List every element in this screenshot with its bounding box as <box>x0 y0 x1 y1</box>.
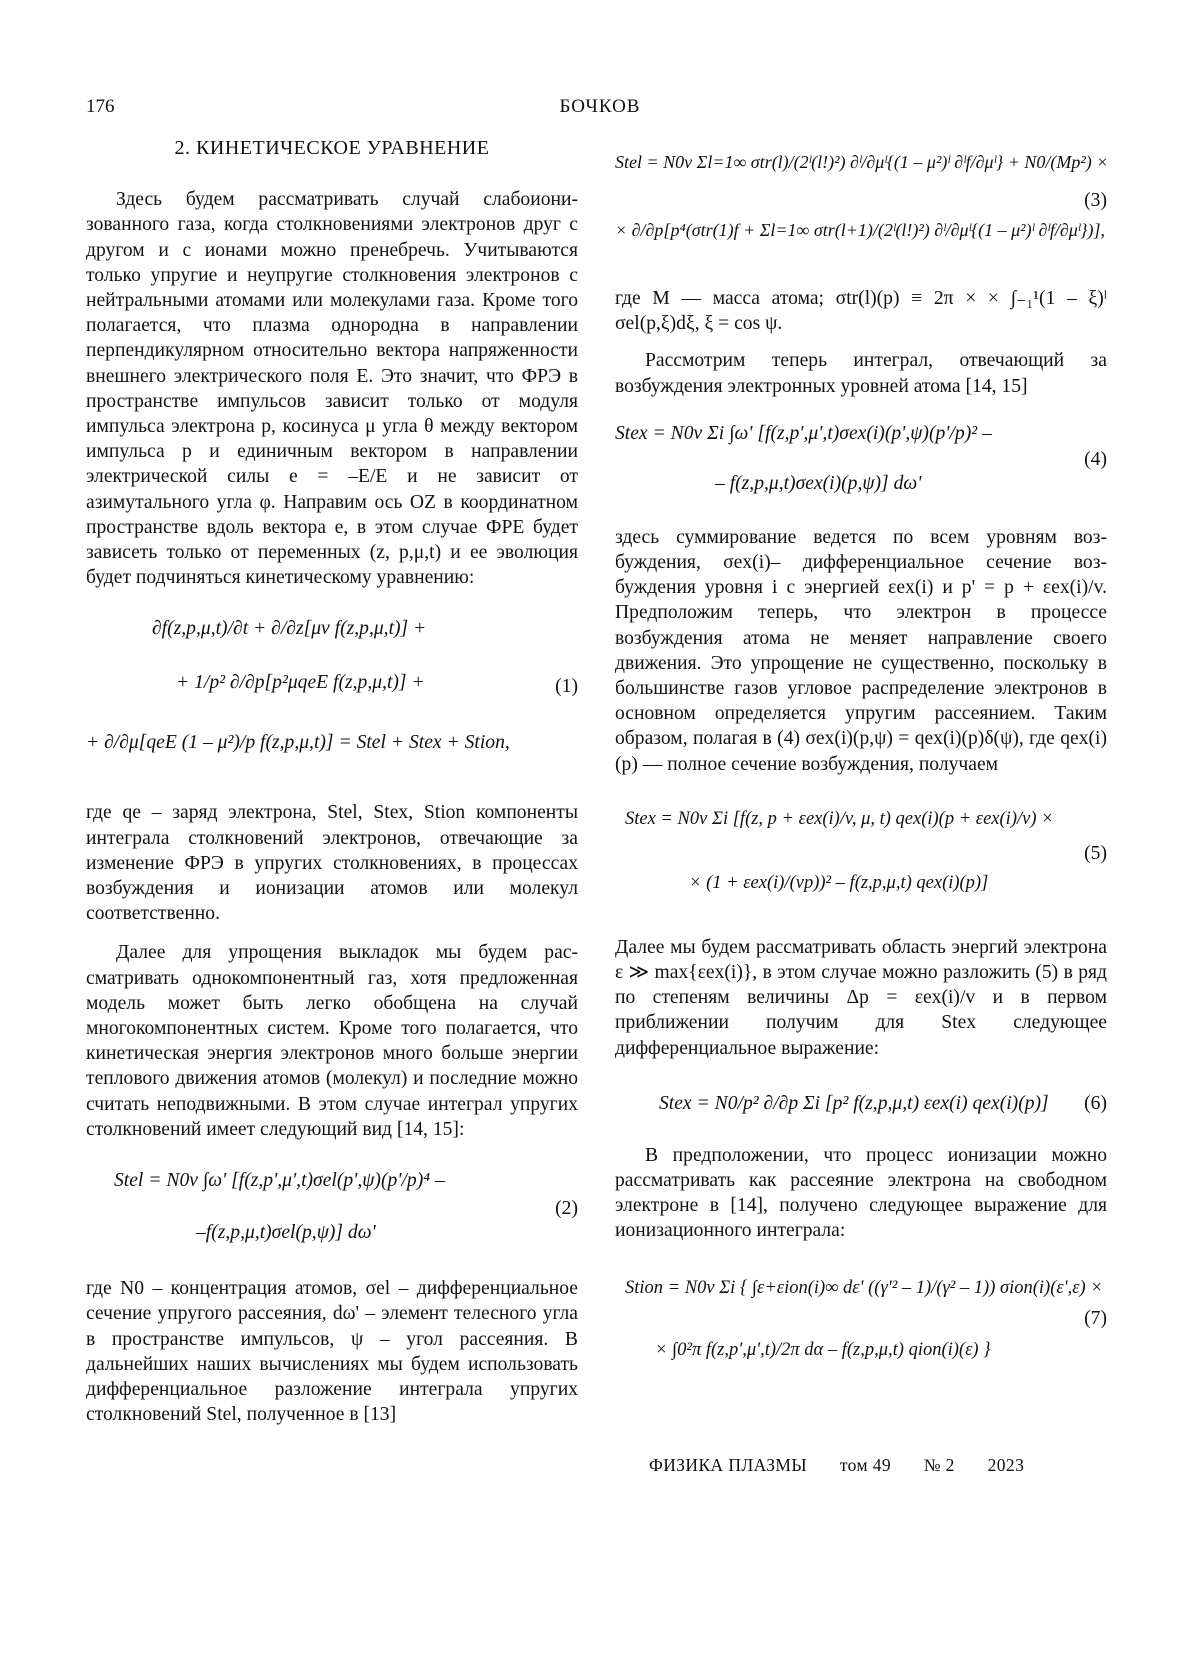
equation-5-number: (5) <box>1084 842 1107 864</box>
equation-3-line-2: × ∂/∂p[p⁴(σtr(1)f + Σl=1∞ σtr(l+1)/(2ˡ(l!)²) ∂ˡ/∂μˡ{(1 – μ²)ˡ ∂ˡf/∂μˡ})], <box>615 220 1105 240</box>
equation-2-line-2: –f(z,p,μ,t)σel(p,ψ)] dω' <box>196 1222 376 1244</box>
equation-7 <box>615 1268 1107 1388</box>
equation-2-number: (2) <box>555 1198 578 1220</box>
equation-4 <box>615 415 1107 511</box>
section-title: 2. КИНЕТИЧЕСКОЕ УРАВНЕНИЕ <box>174 137 490 159</box>
running-head <box>86 96 1114 120</box>
left-column <box>86 136 578 1427</box>
equation-1-line-1: ∂f(z,p,μ,t)/∂t + ∂/∂z[μv f(z,p,μ,t)] + <box>152 618 427 640</box>
equation-7-line-2: × ∫0²π f(z,p',μ',t)/2π dα – f(z,p,μ,t) qion(i)(ε) } <box>655 1339 991 1360</box>
journal-year: 2023 <box>987 1455 1025 1475</box>
equation-5-line-2: × (1 + εex(i)/(vp))² – f(z,p,μ,t) qex(i)(p)] <box>689 872 989 893</box>
equation-4-number: (4) <box>1084 448 1107 470</box>
right-column <box>615 136 1107 1402</box>
paragraph-ionization: В предположении, что процесс ионизации можно рассматривать как рассеяние электрона на свободном электроне в [14], получено следующее выражение для ионизационного интеграла: <box>615 1144 1107 1242</box>
page-number: 176 <box>86 96 115 117</box>
equation-5-line-1: Stex = N0v Σi [f(z, p + εex(i)/v, μ, t) qex(i)(p + εex(i)/v) × <box>625 808 1054 829</box>
paragraph-atom-mass: где M — масса атома; σtr(l)(p) ≡ 2π × × ∫₋₁¹(1 – ξ)ˡ σel(p,ξ)dξ, ξ = cos ψ. <box>615 288 1107 335</box>
paragraph-single-component: Далее для упрощения выкладок мы будем рассматривать однокомпонентный газ, хотя предложенная модель может быть легко обобщена на случай многокомпонентных систем. Кроме того полагается, что кинетическая энергия электронов много больше энергии теплового движения атомов (молекул) и последние можно считать неподвижными. В этом случае интеграл упругих столкновений имеет следующий вид [14, 15]: <box>86 942 578 1140</box>
equation-4-line-1: Stex = N0v Σi ∫ω' [f(z,p',μ',t)σex(i)(p',ψ)(p'/p)² – <box>615 422 992 444</box>
journal-footer <box>649 1455 1052 1476</box>
equation-7-number: (7) <box>1084 1307 1107 1329</box>
paragraph-charge: где qe – заряд электрона, Stel, Stex, Stion компоненты интеграла столкновений электронов, отвечающие за изменение ФРЭ в упругих столкновениях, в процессах возбуждения и ионизации атомов или молекул соответственно. <box>86 802 578 925</box>
equation-5 <box>615 799 1107 921</box>
equation-6-number: (6) <box>1084 1092 1107 1114</box>
equation-2 <box>86 1162 578 1262</box>
equation-1-number: (1) <box>555 676 578 698</box>
equation-1 <box>86 608 578 786</box>
equation-6-line-1: Stex = N0/p² ∂/∂p Σi [p² f(z,p,μ,t) εex(i) qex(i)(p)] <box>659 1092 1049 1114</box>
paragraph-excitation-intro: Рассмотрим теперь интеграл, отвечающий за возбуждения электронных уровней атома [14, 15] <box>615 350 1107 397</box>
journal-name: ФИЗИКА ПЛАЗМЫ <box>649 1455 808 1475</box>
paragraph-concentration: где N0 – концентрация атомов, σel – дифференциальное сечение упругого рассеяния, dω' – элемент телесного угла в пространстве импульсов, ψ – угол рассеяния. В дальнейших наших вычислениях мы будем использовать дифференциальное разложение интеграла упругих столкновений Stel, полученное в [13] <box>86 1278 578 1426</box>
paragraph-energy-region: Далее мы будем рассматривать область энергий электрона ε ≫ max{εex(i)}, в этом случае можно разложить (5) в ряд по степеням величины Δp = εex(i)/v и в первом приближении получим для Stex следующее дифференциальное выражение: <box>615 936 1107 1059</box>
paragraph-intro: Здесь будем рассматривать случай слабоионизованного газа, когда столкновениями электронов друг с другом и с ионами можно пренебречь. Учитываются только упругие и неупругие столкновения электронов с нейтральными атомами или молекулами газа. Кроме того полагается, что плазма однородна в направлении перпендикулярном относительно вектора напряженности внешнего электрического поля E. Это значит, что ФРЭ в пространстве импульсов зависит только от модуля импульса электрона p, косинуса μ угла θ между вектором импульса p и единичным вектором в направлении электрической силы e = –E/E и не зависит от азимутального угла φ. Направим ось OZ в координатном пространстве вдоль вектора e, в этом случае ФРЕ будет зависеть только от переменных (z, p,μ,t) и ее эволюция будет подчиняться кинетическому уравнению: <box>86 189 578 589</box>
journal-issue: № 2 <box>923 1455 955 1475</box>
equation-7-line-1: Stion = N0v Σi { ∫ε+εion(i)∞ dε' ((γ'² – 1)/(γ² – 1)) σion(i)(ε',ε) × <box>625 1277 1103 1298</box>
equation-3-line-1: Stel = N0v Σl=1∞ σtr(l)/(2ˡ(l!)²) ∂ˡ/∂μˡ{(1 – μ²)ˡ ∂ˡf/∂μˡ} + N0/(Mp²) × <box>615 152 1109 172</box>
journal-volume: том 49 <box>839 1455 892 1475</box>
equation-3 <box>615 140 1107 272</box>
running-author: БОЧКОВ <box>559 96 641 117</box>
equation-4-line-2: – f(z,p,μ,t)σex(i)(p,ψ)] dω' <box>715 472 922 494</box>
paragraph-excitation-sum: здесь суммирование ведется по всем уровням возбуждения, σex(i)– дифференциальное сечение возбуждения уровня i с энергией εex(i) и p' = p + εex(i)/v. Предположим теперь, что электрон в процессе возбуждения атома не меняет направление своего движения. Это упрощение не существенно, поскольку в большинстве газов угловое распределение электронов в основном определяется упругим рассеянием. Таким образом, полагая в (4) σex(i)(p,ψ) = qex(i)(p)δ(ψ), где qex(i)(p) — полное сечение возбуждения, получаем <box>615 526 1107 775</box>
equation-2-line-1: Stel = N0v ∫ω' [f(z,p',μ',t)σel(p',ψ)(p'/p)⁴ – <box>114 1170 445 1192</box>
equation-1-line-3: + ∂/∂μ[qeE (1 – μ²)/p f(z,p,μ,t)] = Stel + Stex + Stion, <box>86 732 510 754</box>
equation-3-number: (3) <box>1084 190 1107 211</box>
equation-6 <box>615 1079 1107 1129</box>
equation-1-line-2: + 1/p² ∂/∂p[p²μqeE f(z,p,μ,t)] + <box>176 672 425 694</box>
